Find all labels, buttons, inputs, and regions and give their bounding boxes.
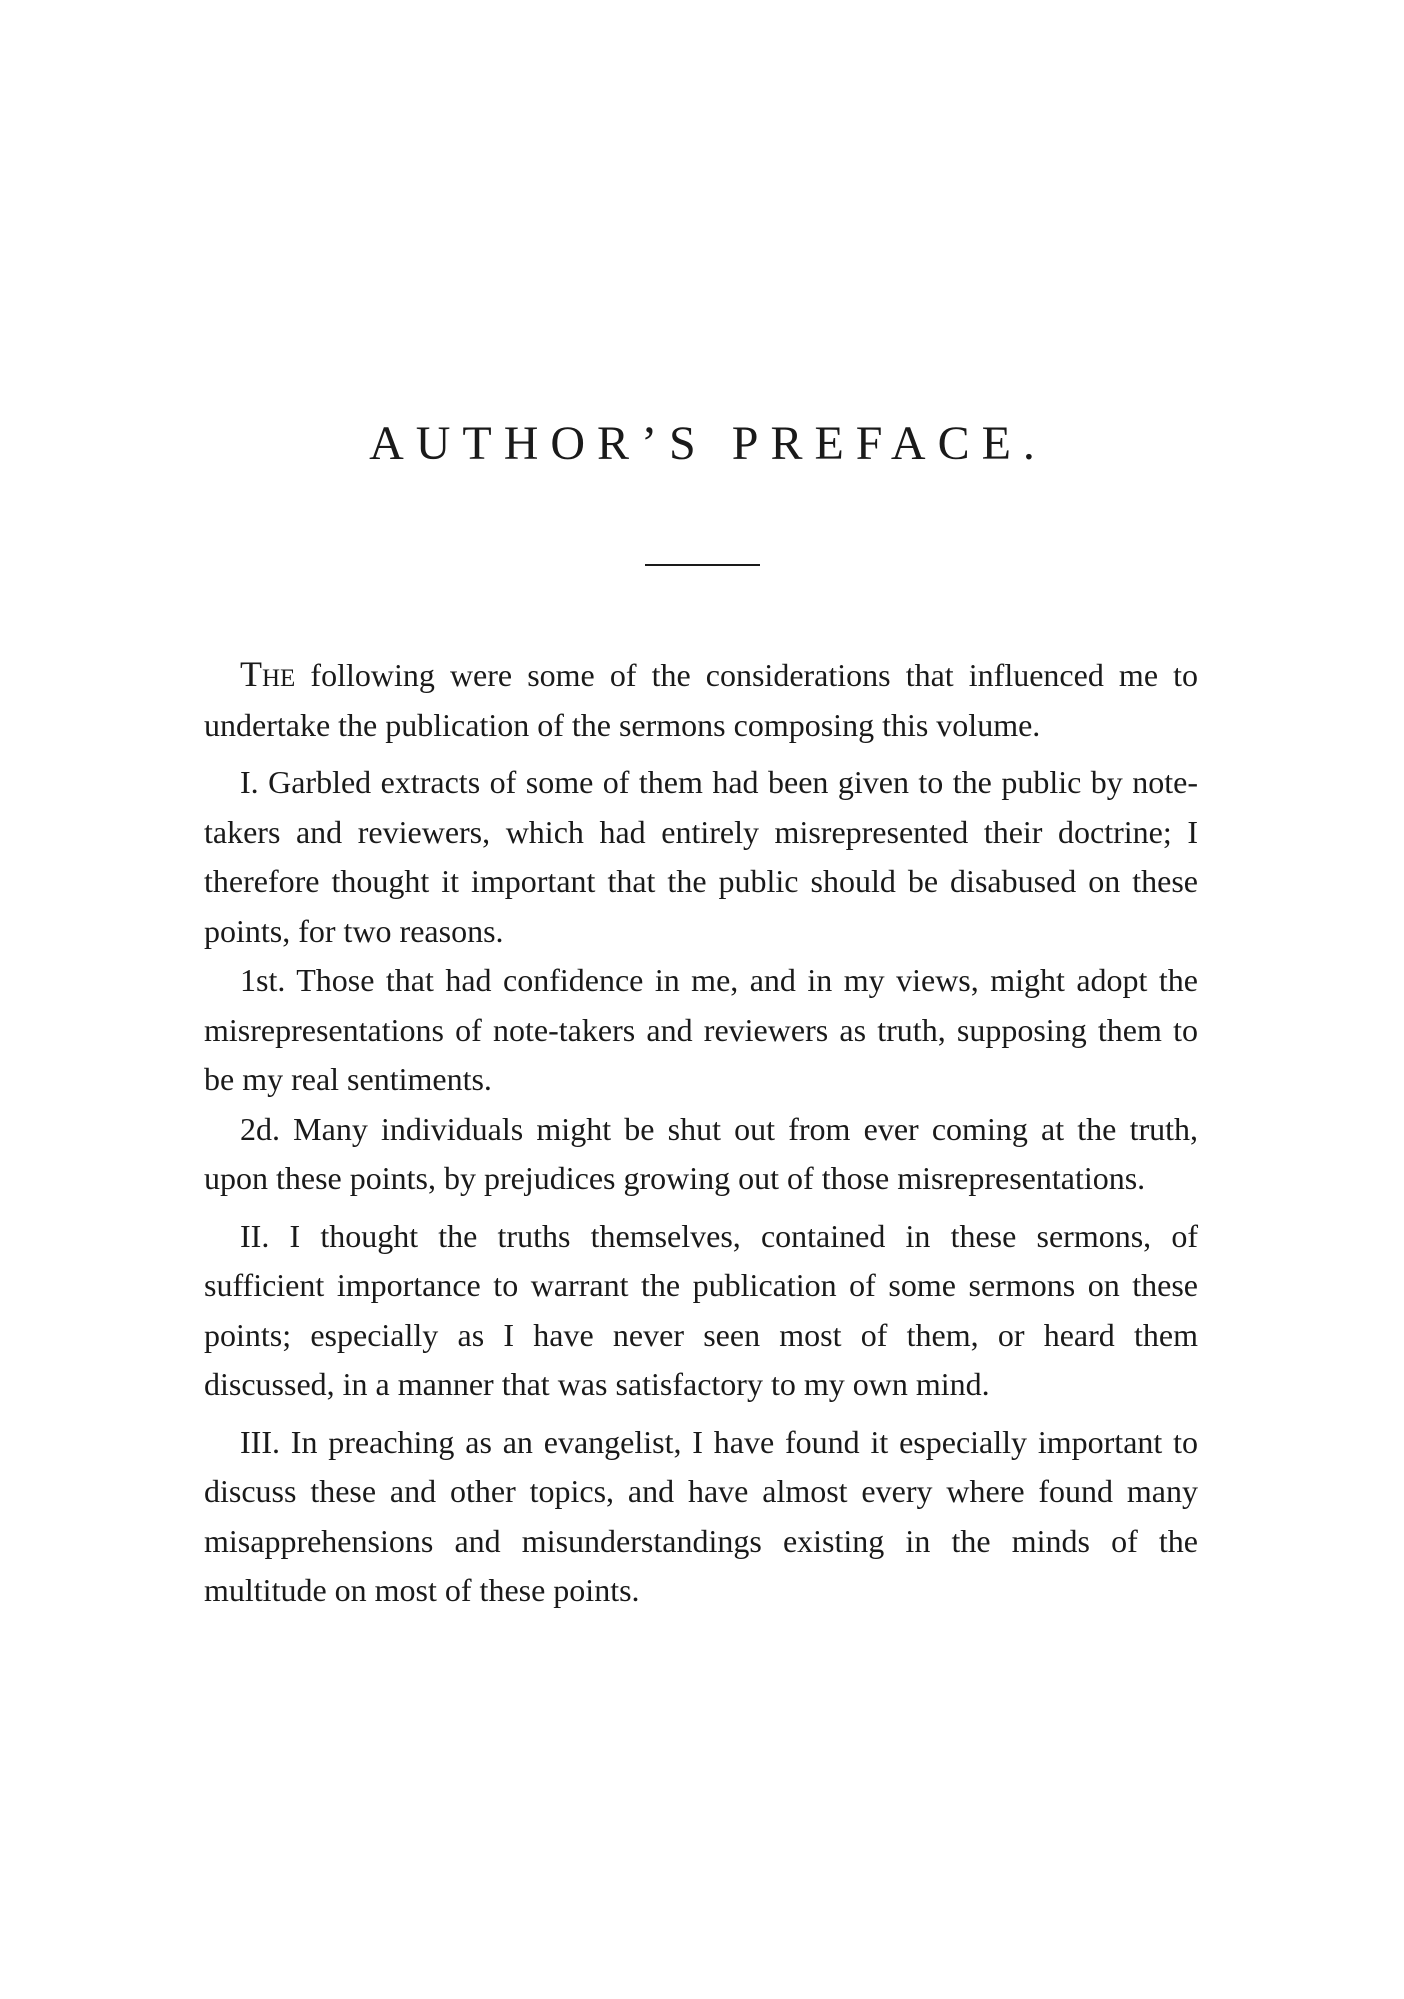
- intro-text: following were some of the considerations that influenced me to undertake the publication of the sermons composing this volume.: [204, 657, 1198, 743]
- intro-paragraph: [204, 650, 1198, 750]
- paragraph-reason-two: II. I thought the truths themselves, contained in these sermons, of sufficient importance to warrant the publication of some sermons on these points; especially as I have never seen most of them, or heard them discussed, in a manner that was satisfactory to my own mind.: [204, 1217, 1198, 1402]
- page-title: AUTHOR’S PREFACE.: [369, 417, 1047, 470]
- intro-lead-word: The: [240, 654, 296, 694]
- paragraph-reason-three: III. In preaching as an evangelist, I have found it especially important to discuss these and other topics, and have almost every where found many misapprehensions and misunderstandings existing in the minds of the multitude on most of these points.: [204, 1423, 1198, 1608]
- preface-body: [204, 650, 1198, 1616]
- paragraph-second-reason: 2d. Many individuals might be shut out from ever coming at the truth, upon these points, by prejudices growing out of those misrepresentations.: [204, 1110, 1198, 1196]
- paragraph-first-reason: 1st. Those that had confidence in me, and in my views, might adopt the misrepresentations of note-takers and reviewers as truth, supposing them to be my real sentiments.: [204, 962, 1198, 1097]
- paragraph-reason-one: I. Garbled extracts of some of them had been given to the public by note-takers and reviewers, which had entirely misrepresented their doctrine; I therefore thought it important that the public should be disabused on these points, for two reasons.: [204, 764, 1198, 949]
- title-rule: [645, 564, 760, 566]
